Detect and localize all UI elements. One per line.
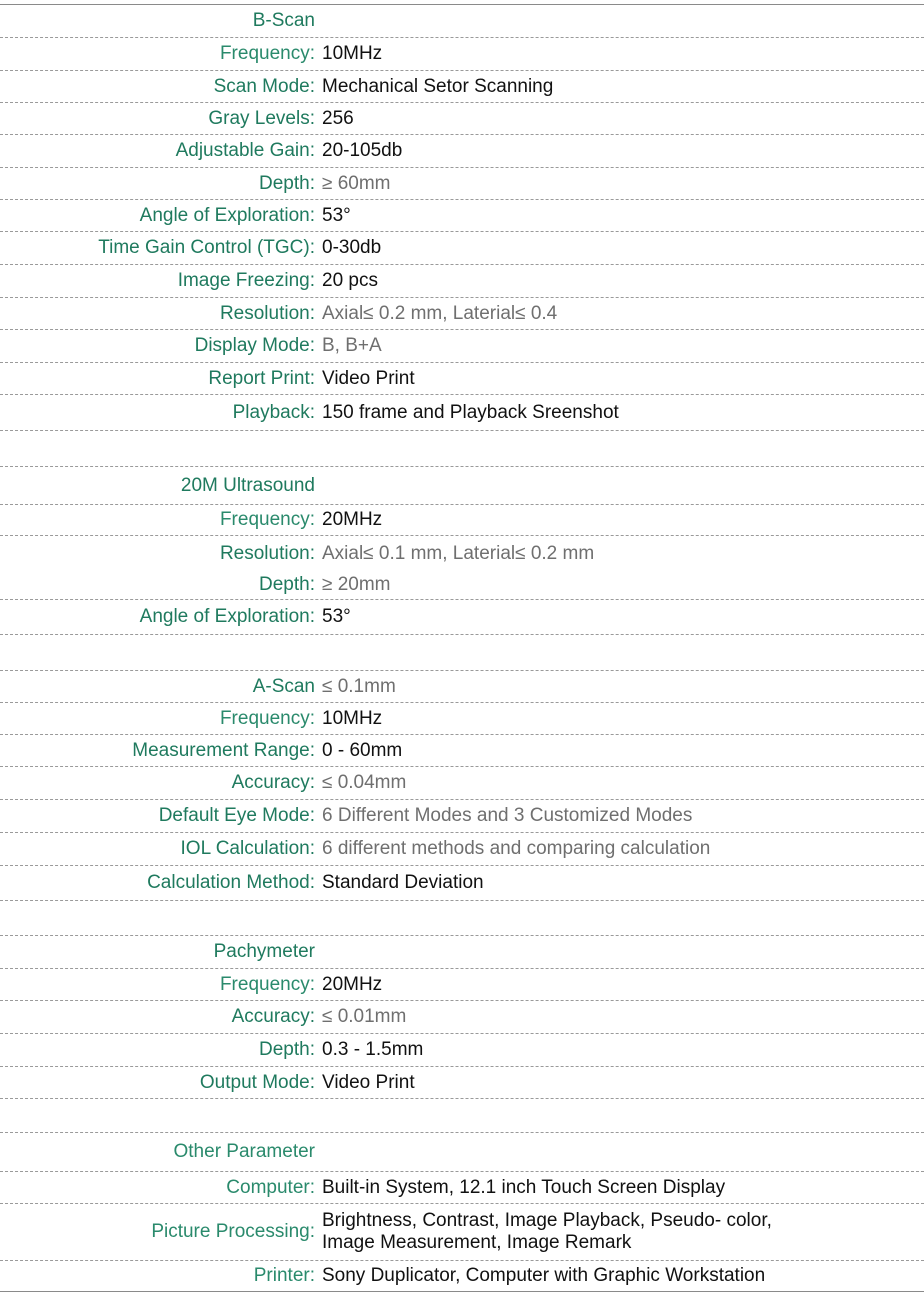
spec-label: Default Eye Mode: bbox=[158, 805, 315, 826]
spec-row bbox=[0, 135, 924, 168]
spec-row bbox=[0, 1001, 924, 1034]
spec-value: 53° bbox=[322, 606, 351, 627]
spec-value: ≥ 20mm bbox=[322, 574, 391, 595]
spec-value: Mechanical Setor Scanning bbox=[322, 75, 554, 97]
spec-label: Display Mode: bbox=[194, 335, 315, 356]
spec-row bbox=[0, 800, 924, 833]
spec-value: 0-30db bbox=[322, 237, 382, 258]
spec-row bbox=[0, 168, 924, 200]
spec-label: Resolution: bbox=[219, 542, 315, 564]
spec-value: Axial≤ 0.1 mm, Laterial≤ 0.2 mm bbox=[322, 542, 595, 564]
spec-value bbox=[321, 1210, 902, 1254]
spec-value: 0 - 60mm bbox=[322, 739, 403, 761]
spec-row bbox=[0, 298, 924, 330]
spec-label: Depth: bbox=[259, 1039, 315, 1060]
spec-label: Frequency: bbox=[219, 707, 315, 729]
spec-value-line: Brightness, Contrast, Image Playback, Pseudo- color, bbox=[322, 1210, 772, 1231]
spec-value: 53° bbox=[322, 204, 351, 226]
section-gap bbox=[0, 1099, 924, 1133]
spec-row bbox=[0, 71, 924, 103]
spec-value: 10MHz bbox=[322, 707, 383, 729]
section-gap bbox=[0, 431, 924, 467]
spec-row bbox=[0, 866, 924, 901]
spec-row bbox=[0, 1204, 924, 1261]
spec-label: Angle of Exploration: bbox=[139, 606, 315, 627]
spec-value: 20MHz bbox=[322, 973, 383, 995]
spec-label: Image Freezing: bbox=[177, 270, 315, 291]
spec-row bbox=[0, 395, 924, 431]
spec-value: 20 pcs bbox=[322, 270, 378, 291]
spec-value: 150 frame and Playback Sreenshot bbox=[322, 401, 619, 423]
section-gap bbox=[0, 635, 924, 671]
spec-row bbox=[0, 703, 924, 735]
spec-value: 20-105db bbox=[322, 140, 403, 161]
spec-row bbox=[0, 505, 924, 536]
b-scan-title: B-Scan bbox=[252, 10, 315, 31]
spec-value: Axial≤ 0.2 mm, Laterial≤ 0.4 bbox=[322, 302, 558, 324]
spec-label: Frequency: bbox=[219, 973, 315, 995]
spec-value: ≤ 0.01mm bbox=[322, 1006, 407, 1027]
spec-label: Accuracy: bbox=[231, 772, 315, 793]
spec-sheet bbox=[0, 4, 924, 1292]
spec-label: Playback: bbox=[232, 401, 315, 423]
spec-value: Video Print bbox=[322, 367, 415, 389]
spec-label: Scan Mode: bbox=[213, 75, 315, 97]
spec-label: Computer: bbox=[226, 1176, 315, 1198]
spec-row bbox=[0, 735, 924, 767]
spec-row bbox=[0, 600, 924, 635]
spec-value: ≤ 0.04mm bbox=[322, 772, 407, 793]
spec-row bbox=[0, 571, 924, 600]
spec-label: Picture Processing: bbox=[151, 1221, 315, 1242]
pachymeter-header bbox=[0, 936, 924, 969]
spec-label: Angle of Exploration: bbox=[139, 204, 315, 226]
spec-value: B, B+A bbox=[322, 335, 382, 356]
spec-value: 6 different methods and comparing calculation bbox=[322, 838, 711, 859]
ultrasound-20m-header bbox=[0, 467, 924, 505]
spec-label: Calculation Method: bbox=[147, 872, 315, 893]
spec-value-line: Image Measurement, Image Remark bbox=[322, 1232, 632, 1253]
spec-label: Measurement Range: bbox=[132, 739, 315, 761]
spec-label: Gray Levels: bbox=[208, 107, 315, 129]
spec-label: Frequency: bbox=[219, 43, 315, 64]
spec-value: Built-in System, 12.1 inch Touch Screen Display bbox=[322, 1176, 726, 1198]
section-gap bbox=[0, 901, 924, 936]
spec-label: Resolution: bbox=[219, 302, 315, 324]
spec-row bbox=[0, 103, 924, 135]
spec-value: Sony Duplicator, Computer with Graphic Workstation bbox=[322, 1265, 766, 1286]
spec-label: Output Mode: bbox=[199, 1071, 315, 1093]
spec-row bbox=[0, 38, 924, 71]
spec-row bbox=[0, 330, 924, 363]
spec-row bbox=[0, 969, 924, 1001]
spec-label: Report Print: bbox=[208, 367, 315, 389]
spec-value: 256 bbox=[322, 107, 354, 129]
spec-value: Video Print bbox=[322, 1071, 415, 1093]
spec-label: Depth: bbox=[259, 574, 315, 595]
other-header bbox=[0, 1133, 924, 1172]
a-scan-title-value: ≤ 0.1mm bbox=[322, 675, 396, 697]
spec-value: 6 Different Modes and 3 Customized Modes bbox=[322, 805, 693, 826]
spec-row bbox=[0, 232, 924, 265]
a-scan-header bbox=[0, 671, 924, 703]
spec-row bbox=[0, 200, 924, 232]
spec-row bbox=[0, 536, 924, 571]
ultrasound-20m-title: 20M Ultrasound bbox=[180, 474, 315, 496]
spec-row bbox=[0, 265, 924, 298]
spec-label: IOL Calculation: bbox=[180, 838, 315, 859]
spec-row bbox=[0, 1067, 924, 1099]
spec-row bbox=[0, 363, 924, 395]
spec-value: ≥ 60mm bbox=[322, 172, 391, 194]
b-scan-header bbox=[0, 4, 924, 38]
spec-label: Accuracy: bbox=[231, 1006, 315, 1027]
spec-label: Depth: bbox=[259, 172, 315, 194]
spec-label: Adjustable Gain: bbox=[175, 140, 315, 161]
spec-value: 20MHz bbox=[322, 509, 383, 530]
spec-value: 0.3 - 1.5mm bbox=[322, 1039, 424, 1060]
spec-label: Time Gain Control (TGC): bbox=[98, 237, 315, 258]
spec-row bbox=[0, 833, 924, 866]
spec-value: 10MHz bbox=[322, 43, 383, 64]
spec-label: Printer: bbox=[253, 1265, 315, 1286]
spec-row bbox=[0, 1261, 924, 1292]
spec-label: Frequency: bbox=[219, 509, 315, 530]
spec-value: Standard Deviation bbox=[322, 872, 484, 893]
spec-row bbox=[0, 767, 924, 800]
a-scan-title: A-Scan bbox=[252, 675, 315, 697]
spec-row bbox=[0, 1034, 924, 1067]
other-title: Other Parameter bbox=[173, 1141, 315, 1162]
pachymeter-title: Pachymeter bbox=[213, 941, 315, 962]
spec-row bbox=[0, 1172, 924, 1204]
